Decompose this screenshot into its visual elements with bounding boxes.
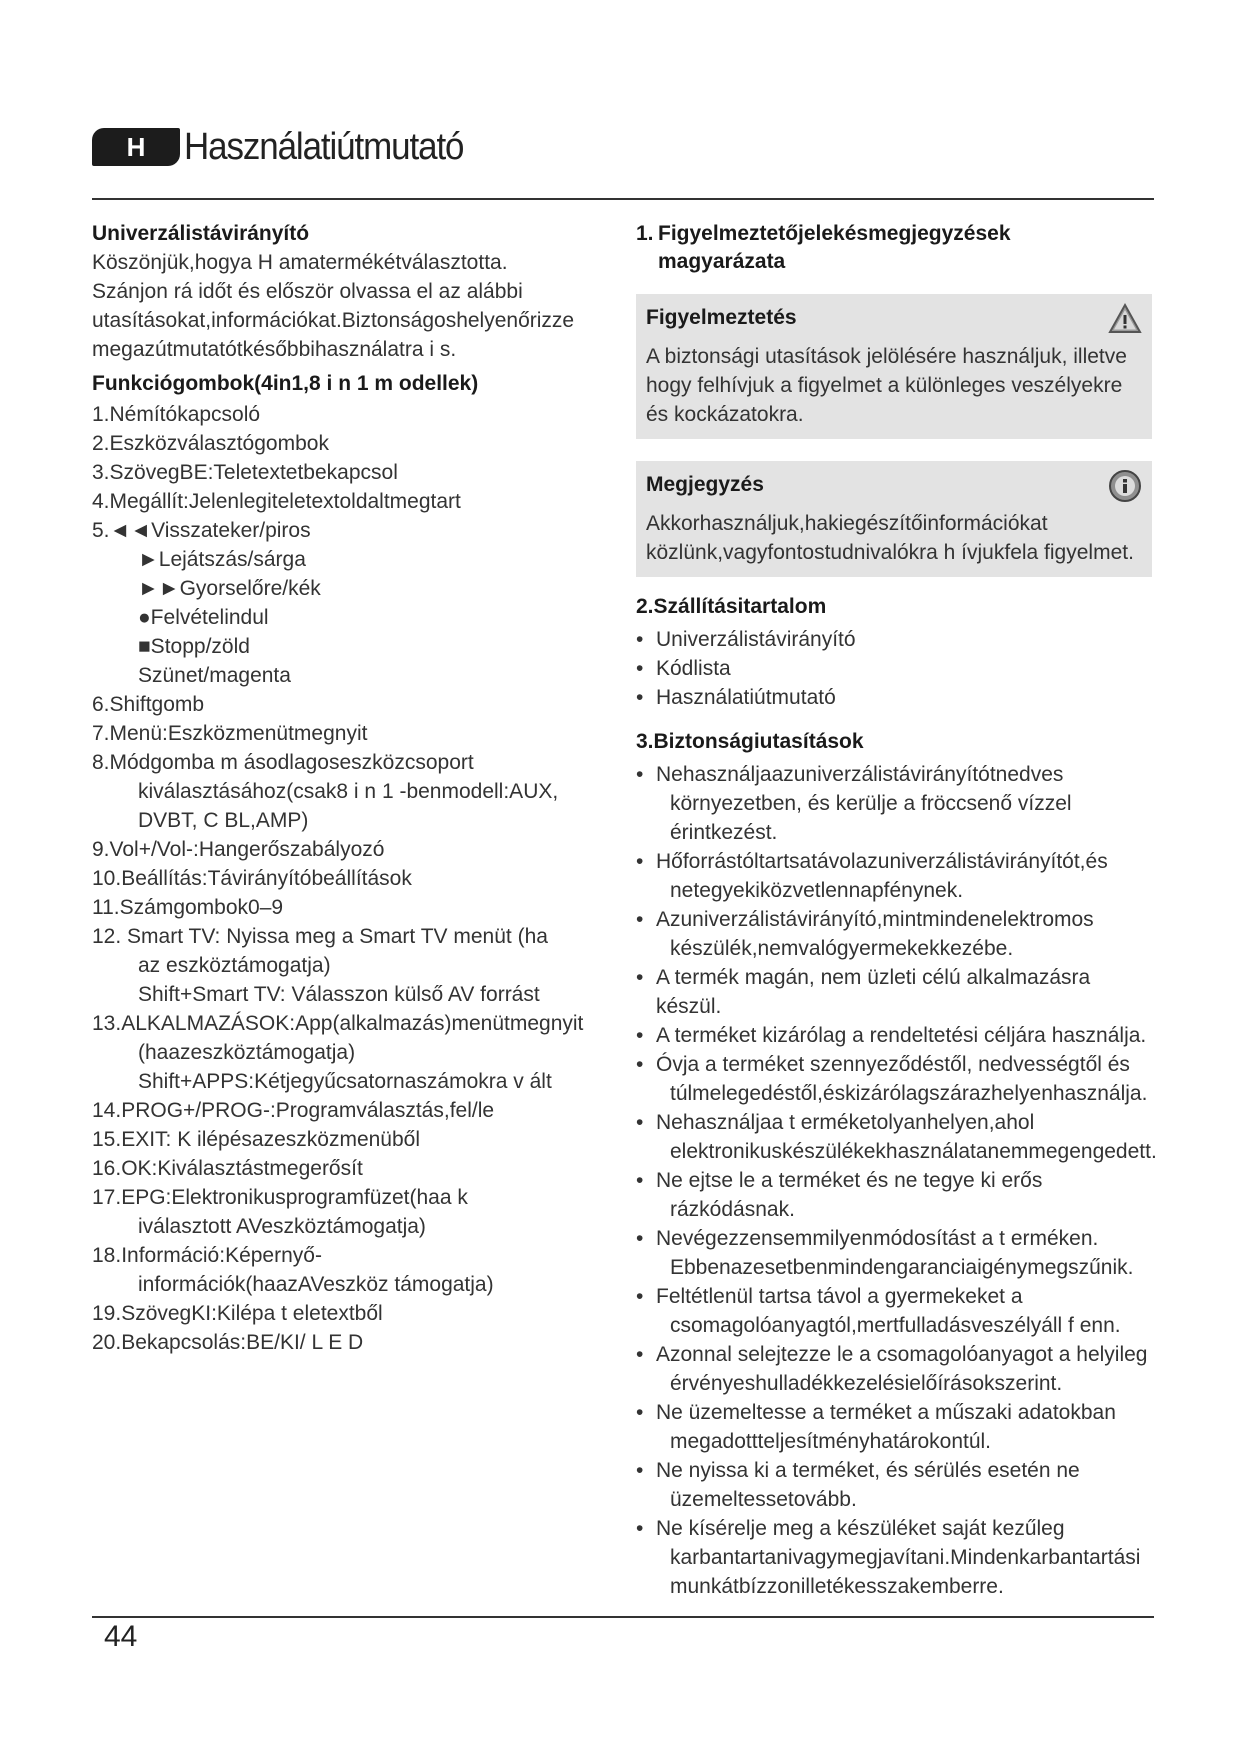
header-divider — [92, 198, 1154, 200]
safety-item: • Ne ejtse le a terméket és ne tegye ki erős rázkódásnak. — [636, 1166, 1156, 1224]
function-item: 13.ALKALMAZÁSOK:App(alkalmazás)menütmegnyit (haazeszköztámogatja) — [92, 1012, 584, 1064]
section-1-title — [658, 220, 1011, 276]
safety-instructions-list — [636, 760, 1156, 1601]
note-title: Megjegyzés — [646, 473, 764, 496]
safety-item: • A terméket kizárólag a rendeltetési céljára használja. — [636, 1024, 1147, 1047]
intro-line: Köszönjük,hogya H amatermékétválasztotta. — [92, 251, 508, 274]
safety-item-line: túlmelegedéstől,éskizárólagszárazhelyenhasználja. — [670, 1082, 1148, 1105]
safety-item: • Nevégezzensemmilyenmódosítást a t erméken. Ebbenazesetbenmindengaranciaigénymegszűnik. — [636, 1224, 1156, 1282]
safety-item-line: Ne üzemeltesse a terméket a műszaki adatokban — [656, 1401, 1116, 1424]
safety-item-line: készülék,nemvalógyermekekkezébe. — [670, 937, 1014, 960]
intro-line: utasításokat,információkat.Biztonságoshelyenőrizze — [92, 309, 575, 332]
page-title: Használatiútmutató — [184, 125, 464, 168]
intro-line: megazútmutatótkésőbbihasználatra i s. — [92, 338, 457, 361]
left-column — [92, 220, 584, 1357]
safety-item-line: karbantartanivagymegjavítani.Mindenkarbantartási munkátbízzonilletékesszakemberre. — [670, 1546, 1141, 1598]
safety-item-line: netegyekiközvetlennapfénynek. — [670, 879, 964, 902]
function-item: ●Felvételindul — [138, 606, 269, 629]
function-item: 6.Shiftgomb — [92, 693, 205, 716]
function-item: 11.Számgombok0–9 — [92, 896, 284, 919]
info-icon — [1108, 469, 1142, 503]
safety-item-line: Azuniverzálistávirányító,mintmindenelektromos — [656, 908, 1094, 931]
section-1-title-line: Figyelmeztetőjelekésmegjegyzések — [658, 222, 1011, 245]
page-number: 44 — [104, 1620, 138, 1653]
function-buttons-list — [92, 400, 584, 1357]
function-item: 9.Vol+/Vol-:Hangerőszabályozó — [92, 838, 385, 861]
function-buttons-heading: Funkciógombok(4in1,8 i n 1 m odellek) — [92, 372, 479, 395]
function-item: ►Lejátszás/sárga — [138, 548, 306, 571]
safety-item: • Nehasználjaa t erméketolyanhelyen,ahol elektronikuskészülékekhasználatanemmegengedett. — [636, 1108, 1156, 1166]
package-contents-list — [636, 625, 1156, 712]
warning-title: Figyelmeztetés — [646, 306, 797, 329]
safety-item: • Óvja a terméket szennyeződéstől, nedvességtől és túlmelegedéstől,éskizárólagszárazhelyenhasználja. — [636, 1050, 1156, 1108]
safety-item: • Azonnal selejtezze le a csomagolóanyagot a helyileg érvényeshulladékkezelésielőírásokszerint. — [636, 1340, 1156, 1398]
footer-divider — [92, 1616, 1154, 1618]
safety-item-line: csomagolóanyagtól,mertfulladásveszélyáll f enn. — [670, 1314, 1121, 1337]
function-item: Szünet/magenta — [138, 664, 291, 687]
function-item: 3.SzövegBE:Teletextetbekapcsol — [92, 461, 398, 484]
function-item: ►►Gyorselőre/kék — [138, 577, 321, 600]
safety-item-line: érvényeshulladékkezelésielőírásokszerint. — [670, 1372, 1063, 1395]
safety-item: • Nehasználjaazuniverzálistávirányítótnedves környezetben, és kerülje a fröccsenő vízzel érintkezést. — [636, 760, 1156, 847]
safety-item-line: környezetben, és kerülje a fröccsenő vízzel érintkezést. — [670, 792, 1072, 844]
section-1-heading — [636, 220, 1156, 276]
safety-item-line: Ebbenazesetbenmindengaranciaigénymegszűnik. — [670, 1256, 1134, 1279]
safety-item-line: rázkódásnak. — [670, 1198, 795, 1221]
section-1-number: 1. — [636, 222, 654, 245]
safety-item: • A termék magán, nem üzleti célú alkalmazásra készül. — [636, 966, 1091, 1018]
list-item: • Univerzálistávirányító — [636, 628, 856, 651]
safety-item-line: Nehasználjaazuniverzálistávirányítótnedves — [656, 763, 1064, 786]
safety-item-line: A termék magán, nem üzleti célú alkalmazásra készül. — [656, 966, 1091, 1018]
intro-text — [92, 248, 575, 364]
safety-item-line: Óvja a terméket szennyeződéstől, nedvességtől és — [656, 1053, 1130, 1076]
safety-item: • Ne kísérelje meg a készüléket saját kezűleg karbantartanivagymegjavítani.Mindenkarbantartási munkátbízzonilletékesszakemberre. — [636, 1514, 1156, 1601]
language-badge: H — [92, 128, 180, 166]
safety-item: • Azuniverzálistávirányító,mintmindenelektromos készülék,nemvalógyermekekkezébe. — [636, 905, 1156, 963]
function-item: 1.Némítókapcsoló — [92, 403, 261, 426]
function-item: Shift+Smart TV: Válasszon külső AV forrást — [138, 983, 540, 1006]
safety-item: • Ne üzemeltesse a terméket a műszaki adatokban megadottteljesítményhatárokontúl. — [636, 1398, 1156, 1456]
page-header — [92, 122, 488, 172]
function-item: 16.OK:Kiválasztástmegerősít — [92, 1157, 363, 1180]
warning-triangle-icon — [1108, 302, 1142, 336]
safety-item-line: Nehasználjaa t erméketolyanhelyen,ahol — [656, 1111, 1035, 1134]
safety-item-line: Hőforrástóltartsatávolazuniverzálistávirányítót,és — [656, 850, 1108, 873]
function-item: 17.EPG:Elektronikusprogramfüzet(haa k iválasztott AVeszköztámogatja) — [92, 1186, 468, 1238]
intro-line: Szánjon rá időt és először olvassa el az alábbi — [92, 280, 523, 303]
function-item: 2.Eszközválasztógombok — [92, 432, 329, 455]
list-item: • Használatiútmutató — [636, 686, 836, 709]
product-title: Univerzálistávirányító — [92, 222, 310, 245]
safety-item-line: Ne ejtse le a terméket és ne tegye ki erős — [656, 1169, 1043, 1192]
section-2-heading: 2.Szállításitartalom — [636, 595, 827, 618]
function-item: 7.Menü:Eszközmenütmegnyit — [92, 722, 368, 745]
safety-item-line: Ne kísérelje meg a készüléket saját kezűleg — [656, 1517, 1065, 1540]
function-item: 20.Bekapcsolás:BE/KI/ L E D — [92, 1331, 364, 1354]
function-item: 18.Információ:Képernyő-információk(haazAVeszköz támogatja) — [92, 1244, 494, 1296]
function-item: 8.Módgomba m ásodlagoseszközcsoport kiválasztásához(csak8 i n 1 -benmodell:AUX, DVBT, C BL,AMP) — [92, 751, 559, 832]
section-1-title-line: magyarázata — [658, 250, 786, 273]
function-item: 5.◄◄Visszateker/piros — [92, 519, 311, 542]
function-item: 10.Beállítás:Távirányítóbeállítások — [92, 867, 412, 890]
safety-item: • Feltétlenül tartsa távol a gyermekeket a csomagolóanyagtól,mertfulladásveszélyáll f enn. — [636, 1282, 1156, 1340]
safety-item-line: A terméket kizárólag a rendeltetési céljára használja. — [656, 1024, 1147, 1047]
warning-text: A biztonsági utasítások jelölésére használjuk, illetve hogy felhívjuk a figyelmet a különleges veszélyekre és kockázatokra. — [646, 345, 1127, 426]
note-box — [636, 461, 1152, 577]
list-item: • Kódlista — [636, 657, 731, 680]
safety-item-line: Nevégezzensemmilyenmódosítást a t erméken. — [656, 1227, 1099, 1250]
note-text: Akkorhasználjuk,hakiegészítőinformációkat közlünk,vagyfontostudnivalókra h ívjukfela figyelmet. — [646, 512, 1134, 564]
safety-item-line: Feltétlenül tartsa távol a gyermekeket a — [656, 1285, 1023, 1308]
safety-item-line: üzemeltessetovább. — [670, 1488, 857, 1511]
function-item: 4.Megállít:Jelenlegiteletextoldaltmegtart — [92, 490, 461, 513]
function-item: 12. Smart TV: Nyissa meg a Smart TV menüt (ha az eszköztámogatja) — [92, 925, 548, 977]
safety-item-line: megadottteljesítményhatárokontúl. — [670, 1430, 992, 1453]
function-item: Shift+APPS:Kétjegyűcsatornaszámokra v ált — [138, 1070, 552, 1093]
safety-item-line: Ne nyissa ki a terméket, és sérülés esetén ne — [656, 1459, 1080, 1482]
safety-item-line: Azonnal selejtezze le a csomagolóanyagot a helyileg — [656, 1343, 1148, 1366]
function-item: 14.PROG+/PROG-:Programválasztás,fel/le — [92, 1099, 495, 1122]
function-item: ■Stopp/zöld — [138, 635, 250, 658]
right-column — [636, 220, 1156, 1601]
function-item: 19.SzövegKI:Kilépa t eletextből — [92, 1302, 383, 1325]
safety-item-line: elektronikuskészülékekhasználatanemmegengedett. — [670, 1140, 1157, 1163]
function-item: 15.EXIT: K ilépésazeszközmenüből — [92, 1128, 421, 1151]
safety-item: • Ne nyissa ki a terméket, és sérülés esetén ne üzemeltessetovább. — [636, 1456, 1156, 1514]
section-3-heading: 3.Biztonságiutasítások — [636, 730, 864, 753]
safety-item: • Hőforrástóltartsatávolazuniverzálistávirányítót,és netegyekiközvetlennapfénynek. — [636, 847, 1156, 905]
warning-box — [636, 294, 1152, 439]
